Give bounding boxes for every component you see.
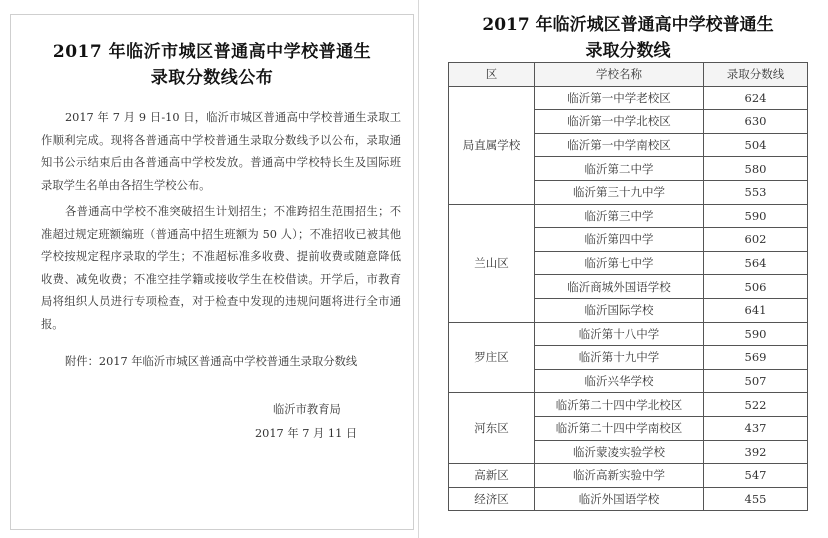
school-cell: 临沂第十九中学 xyxy=(535,346,704,370)
score-cell: 504 xyxy=(704,133,808,157)
school-cell: 临沂第四中学 xyxy=(535,228,704,252)
school-cell: 临沂商城外国语学校 xyxy=(535,275,704,299)
notice-paragraph-1: 2017 年 7 月 9 日-10 日，临沂市城区普通高中学校普通生录取工作顺利完成。现将各普通高中学校普通生录取分数线予以公布，录取通知书公示结束后由各普通高中学校发放。普通高中学校特长生及国际班录取学生名单由各招生学校公布。 xyxy=(41,111,401,192)
school-cell: 临沂第二十四中学北校区 xyxy=(535,393,704,417)
school-cell: 临沂第十八中学 xyxy=(535,322,704,346)
notice-attachment: 附件：2017 年临沂市城区普通高中学校普通生录取分数线 xyxy=(65,355,358,368)
table-row xyxy=(449,487,808,511)
school-cell: 临沂第一中学老校区 xyxy=(535,86,704,110)
score-cell: 437 xyxy=(704,416,808,440)
table-row xyxy=(449,393,808,417)
page-divider xyxy=(418,0,419,538)
table-row xyxy=(449,464,808,488)
district-cell: 河东区 xyxy=(449,393,535,464)
score-cell: 590 xyxy=(704,322,808,346)
header-score: 录取分数线 xyxy=(704,63,808,87)
school-cell: 临沂第二十四中学南校区 xyxy=(535,416,704,440)
notice-title-line1: 2017 年临沂市城区普通高中学校普通生 xyxy=(52,42,372,62)
notice-paragraph-2: 各普通高中学校不准突破招生计划招生；不准跨招生范围招生；不准超过规定班额编班（普通高中招生班额为 50 人）；不准招收已被其他学校按规定程序录取的学生；不准超标准多收费、提前收费或随意降低收费、减免收费；不准空挂学籍或接收学生在校借读。开学后，市教育局将组织人员进行专项检查，对于检查中发现的违规问题将进行全市通报。 xyxy=(41,205,401,331)
score-cell: 455 xyxy=(704,487,808,511)
school-cell: 临沂兴华学校 xyxy=(535,369,704,393)
header-school: 学校名称 xyxy=(535,63,704,87)
school-cell: 临沂第二中学 xyxy=(535,157,704,181)
school-cell: 临沂第一中学北校区 xyxy=(535,110,704,134)
score-cell: 569 xyxy=(704,346,808,370)
school-cell: 临沂第三中学 xyxy=(535,204,704,228)
table-row xyxy=(449,204,808,228)
notice-document xyxy=(10,14,414,530)
school-cell: 临沂国际学校 xyxy=(535,298,704,322)
school-cell: 临沂外国语学校 xyxy=(535,487,704,511)
score-cell: 522 xyxy=(704,393,808,417)
header-district: 区 xyxy=(449,63,535,87)
district-cell: 局直属学校 xyxy=(449,86,535,204)
score-cell: 553 xyxy=(704,180,808,204)
table-row xyxy=(449,86,808,110)
notice-date: 2017 年 7 月 11 日 xyxy=(255,427,358,440)
table-title-line1: 2017 年临沂城区普通高中学校普通生 xyxy=(482,15,774,35)
score-cell: 564 xyxy=(704,251,808,275)
school-cell: 临沂蒙凌实验学校 xyxy=(535,440,704,464)
notice-signature: 临沂市教育局 xyxy=(273,403,341,416)
score-cell: 506 xyxy=(704,275,808,299)
score-cell: 590 xyxy=(704,204,808,228)
table-header-row xyxy=(449,63,808,87)
score-cell: 624 xyxy=(704,86,808,110)
district-cell: 经济区 xyxy=(449,487,535,511)
score-cell: 507 xyxy=(704,369,808,393)
district-cell: 罗庄区 xyxy=(449,322,535,393)
table-title-line2: 录取分数线 xyxy=(585,41,671,61)
notice-title-line2: 录取分数线公布 xyxy=(150,68,274,88)
score-cell: 630 xyxy=(704,110,808,134)
score-cell: 580 xyxy=(704,157,808,181)
table-row xyxy=(449,322,808,346)
school-cell: 临沂高新实验中学 xyxy=(535,464,704,488)
score-table-document xyxy=(444,0,812,538)
school-cell: 临沂第三十九中学 xyxy=(535,180,704,204)
school-cell: 临沂第一中学南校区 xyxy=(535,133,704,157)
district-cell: 兰山区 xyxy=(449,204,535,322)
school-cell: 临沂第七中学 xyxy=(535,251,704,275)
district-cell: 高新区 xyxy=(449,464,535,488)
score-cell: 602 xyxy=(704,228,808,252)
score-table xyxy=(448,62,808,511)
score-cell: 547 xyxy=(704,464,808,488)
score-cell: 392 xyxy=(704,440,808,464)
score-cell: 641 xyxy=(704,298,808,322)
